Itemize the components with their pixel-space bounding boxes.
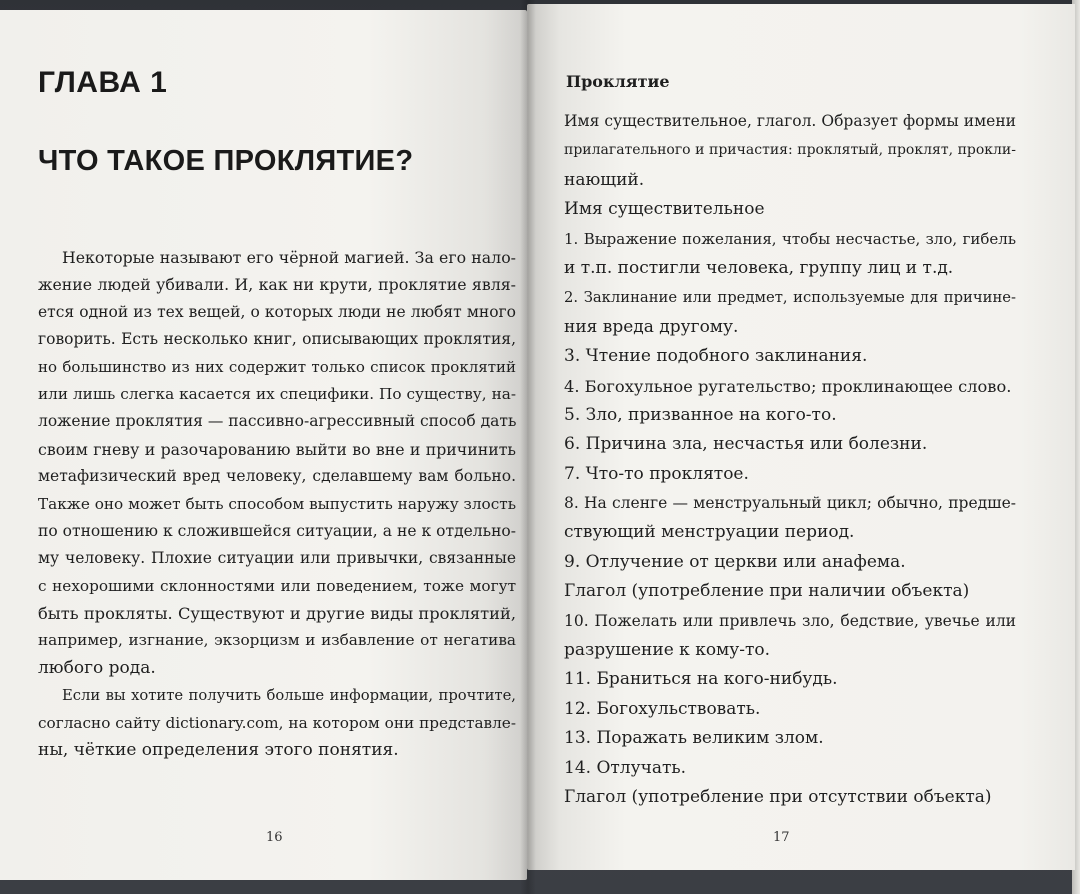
text-line: 12. Богохульствовать. bbox=[564, 698, 761, 719]
text-line: и т.п. постигли человека, группу лиц и т.д. bbox=[564, 257, 954, 278]
text-line: Глагол (употребление при отсутствии объекта) bbox=[564, 786, 992, 807]
text-line: например, изгнание, экзорцизм и избавление от негатива bbox=[38, 631, 516, 650]
left-page-text bbox=[38, 244, 516, 764]
text-line: Имя существительное, глагол. Образует формы имени bbox=[564, 112, 1016, 130]
book-spine-shadow bbox=[520, 0, 536, 894]
section-heading: Проклятие bbox=[566, 72, 670, 91]
text-line: любого рода. bbox=[38, 657, 156, 678]
text-line: Также оно может быть способом выпустить наружу злость bbox=[38, 494, 516, 513]
text-line: быть прокляты. Существуют и другие виды проклятий, bbox=[38, 604, 516, 624]
text-line: 13. Поражать великим злом. bbox=[564, 728, 824, 749]
chapter-title: ЧТО ТАКОЕ ПРОКЛЯТИЕ? bbox=[38, 145, 414, 177]
text-line: своим гневу и разочарованию выйти во вне и причинить bbox=[38, 439, 516, 459]
text-line: или лишь слегка касается их специфики. По существу, на- bbox=[38, 384, 516, 403]
text-line: 6. Причина зла, несчастья или болезни. bbox=[564, 434, 928, 455]
text-line: 4. Богохульное ругательство; проклинающее слово. bbox=[564, 376, 1012, 396]
text-line: метафизический вред человеку, сделавшему вам больно. bbox=[38, 467, 516, 486]
text-line: ложение проклятия — пассивно-агрессивный способ дать bbox=[38, 412, 517, 431]
text-line: по отношению к сложившейся ситуации, а не к отдельно- bbox=[38, 521, 516, 540]
text-line: ны, чёткие определения этого понятия. bbox=[38, 740, 399, 761]
text-line: ствующий менструации период. bbox=[564, 522, 855, 543]
text-line: му человеку. Плохие ситуации или привычки, связанные bbox=[38, 549, 516, 568]
text-line: 5. Зло, призванное на кого-то. bbox=[564, 404, 837, 425]
right-page-text bbox=[564, 107, 1016, 812]
text-line: 7. Что-то проклятое. bbox=[564, 463, 749, 484]
text-line: Имя существительное bbox=[564, 199, 765, 220]
page-number-left: 16 bbox=[266, 830, 283, 845]
text-line: Некоторые называют его чёрной магией. За его нало- bbox=[62, 248, 516, 267]
text-line: 10. Пожелать или привлечь зло, бедствие, увечье или bbox=[564, 611, 1016, 630]
text-line: разрушение к кому-то. bbox=[564, 640, 771, 661]
text-line: жение людей убивали. И, как ни крути, проклятие явля- bbox=[38, 275, 516, 295]
text-line: 11. Браниться на кого-нибудь. bbox=[564, 669, 838, 690]
text-line: 9. Отлучение от церкви или анафема. bbox=[564, 551, 906, 572]
text-line: ется одной из тех вещей, о которых люди не любят много bbox=[38, 302, 516, 321]
text-line: ния вреда другому. bbox=[564, 316, 739, 337]
chapter-label: ГЛАВА 1 bbox=[38, 66, 168, 99]
text-line: 8. На сленге — менструальный цикл; обычно, предше- bbox=[564, 494, 1016, 513]
text-line: нающий. bbox=[564, 169, 645, 190]
text-line: 1. Выражение пожелания, чтобы несчастье, зло, гибель bbox=[564, 229, 1016, 248]
text-line: с нехорошими склонностями или поведением, тоже могут bbox=[38, 576, 516, 595]
text-line: говорить. Есть несколько книг, описывающих проклятия, bbox=[38, 330, 516, 349]
text-line: но большинство из них содержит только список проклятий bbox=[38, 357, 516, 376]
text-line: 2. Заклинание или предмет, используемые для причине- bbox=[564, 289, 1016, 307]
text-line: прилагательного и причастия: проклятый, проклят, прокли- bbox=[564, 142, 1016, 159]
text-line: Глагол (употребление при наличии объекта) bbox=[564, 581, 970, 602]
text-line: согласно сайту dictionary.com, на котором они представле- bbox=[38, 713, 516, 732]
page-number-right: 17 bbox=[773, 830, 790, 845]
text-line: 14. Отлучать. bbox=[564, 757, 687, 778]
text-line: Если вы хотите получить больше информации, прочтите, bbox=[62, 687, 516, 705]
text-line: 3. Чтение подобного заклинания. bbox=[564, 346, 868, 367]
